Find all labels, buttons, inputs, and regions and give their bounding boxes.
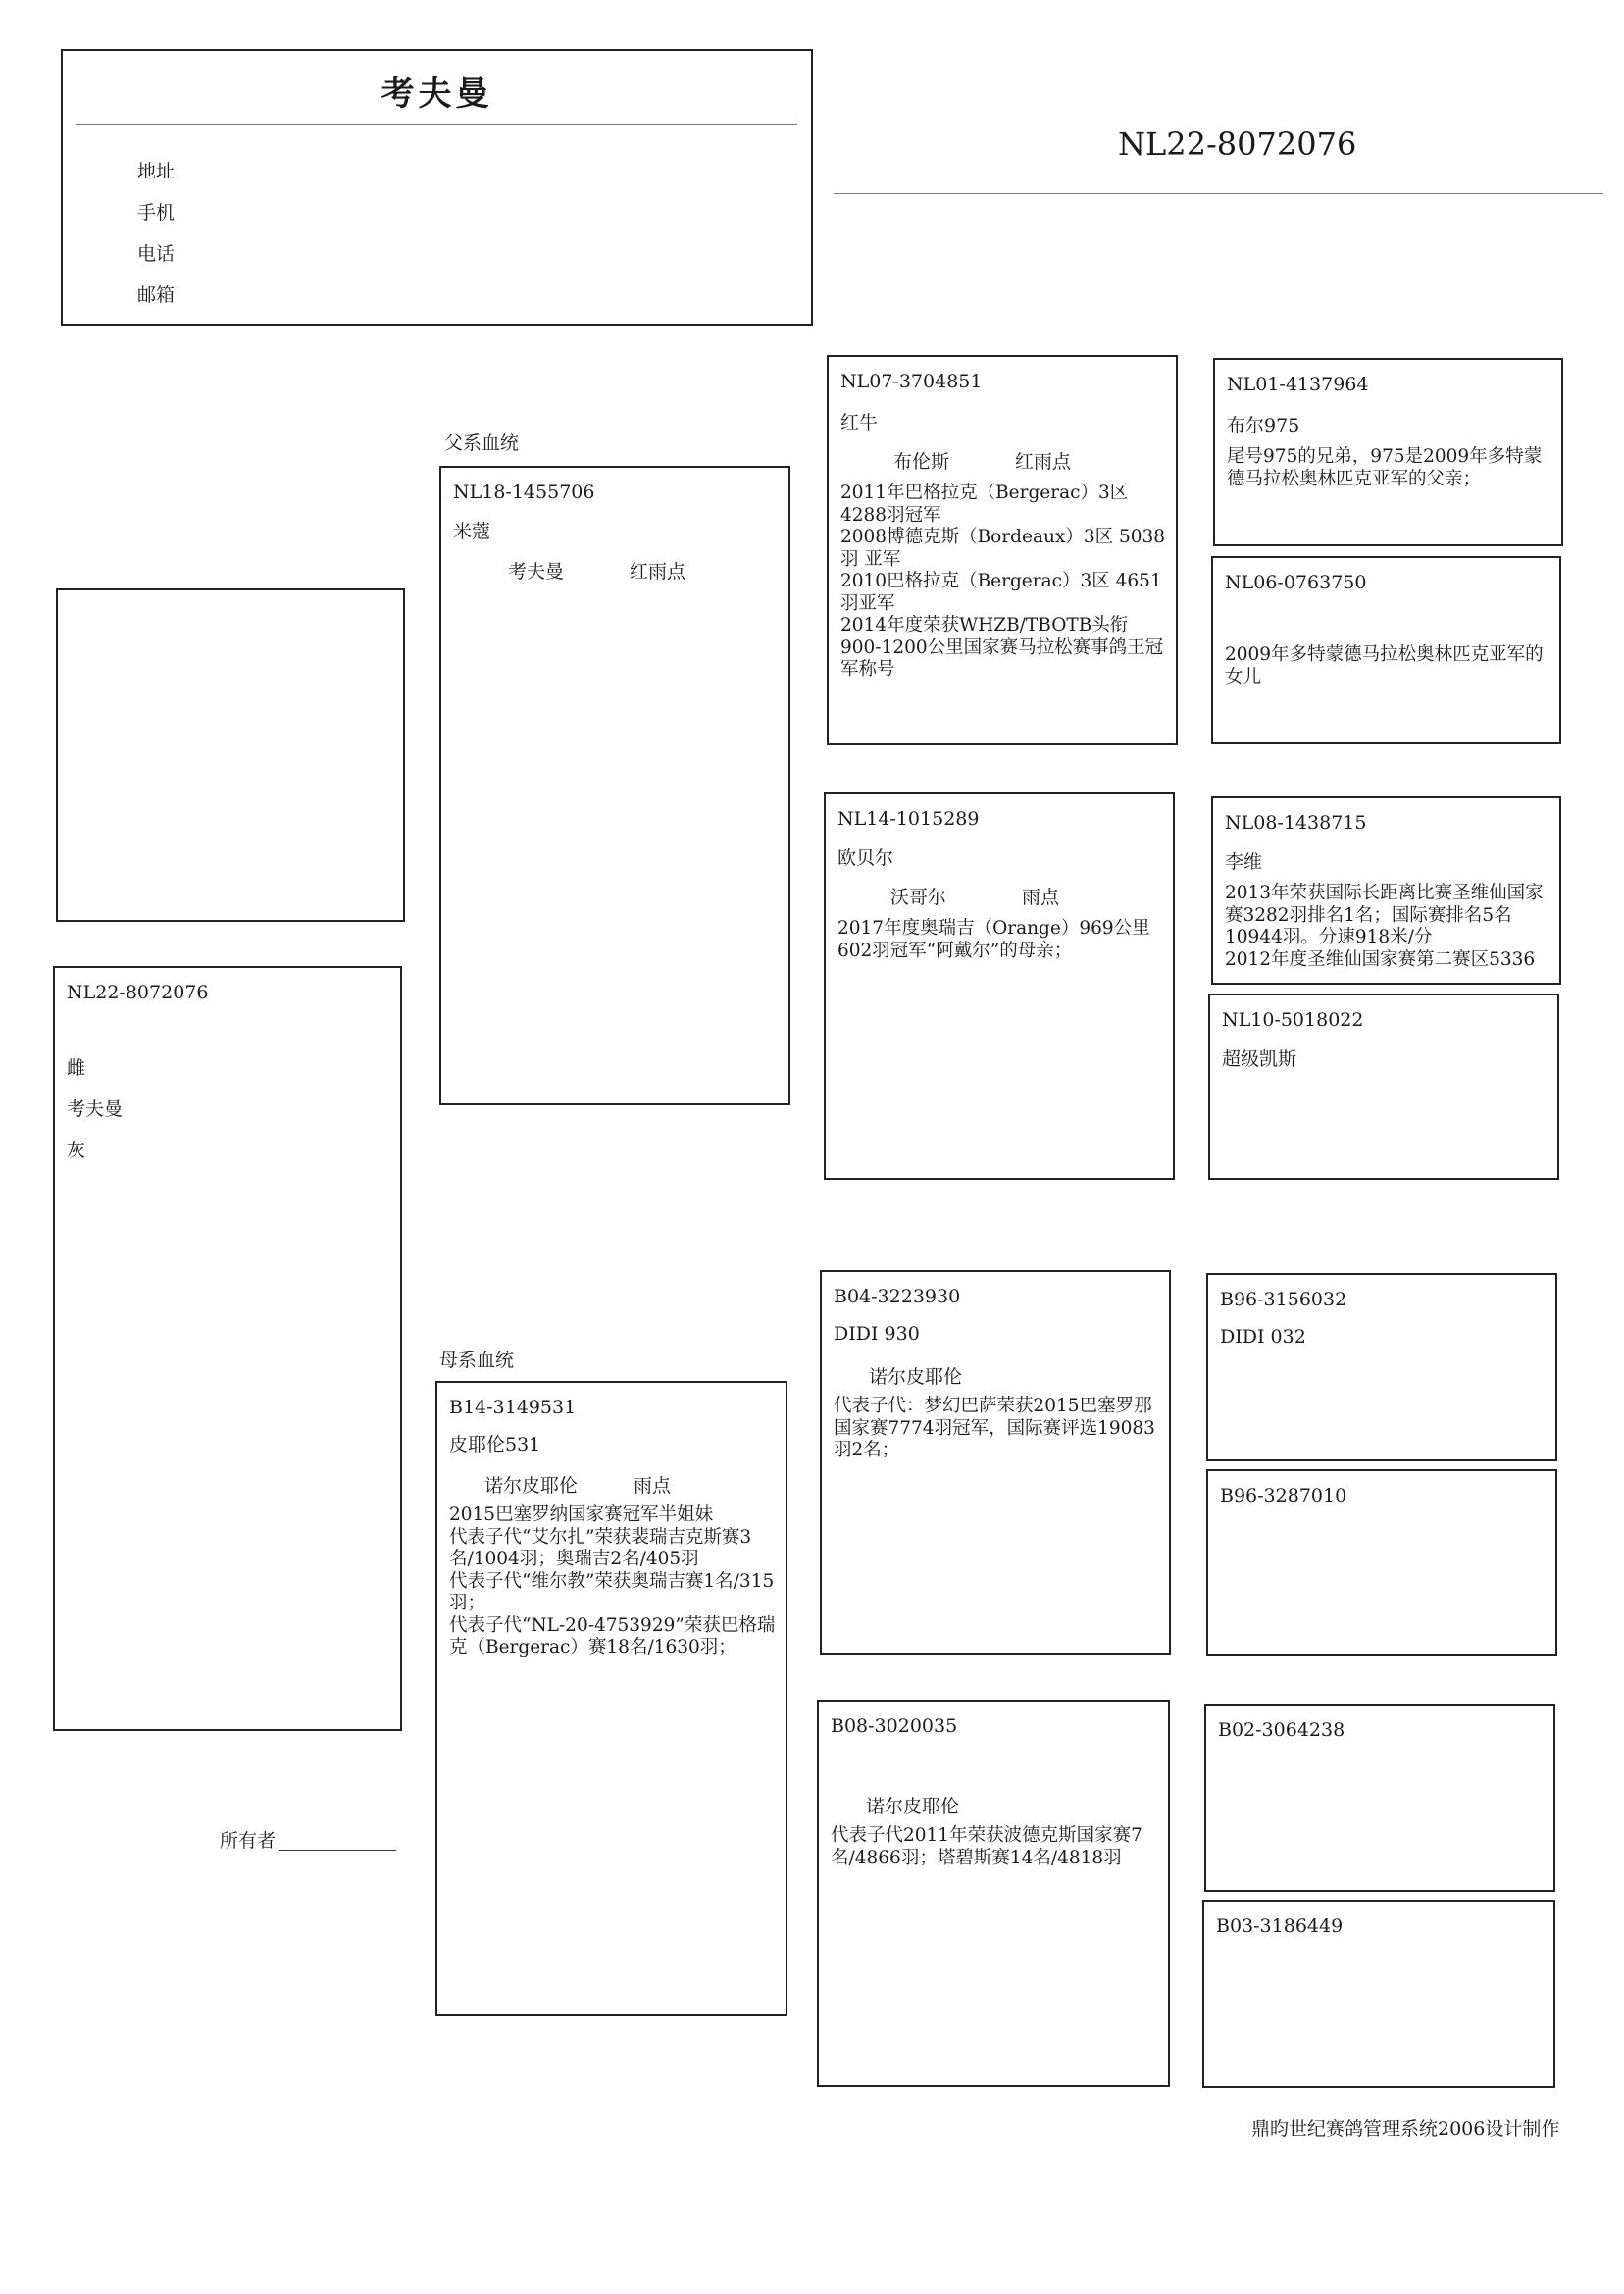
dss-ring: B96-3156032	[1220, 1289, 1347, 1310]
sire-dam-ring: NL14-1015289	[837, 808, 980, 830]
sire-box	[439, 466, 790, 1105]
sds-box	[1211, 796, 1561, 985]
dam-name: 皮耶伦531	[449, 1434, 541, 1455]
dss-box	[1206, 1273, 1557, 1461]
ddd-ring: B03-3186449	[1216, 1915, 1344, 1937]
sire-section-label: 父系血统	[444, 433, 520, 454]
sds-name: 李维	[1225, 851, 1263, 873]
dam-breeder: 诺尔皮耶伦	[484, 1475, 579, 1497]
phone-label: 电话	[137, 243, 176, 265]
sire-color: 红雨点	[630, 561, 686, 583]
dam-sire-box	[820, 1270, 1171, 1655]
sire-sire-box	[827, 355, 1178, 745]
sire-sire-ring: NL07-3704851	[840, 371, 983, 392]
sire-sire-breeder: 布伦斯	[893, 451, 950, 473]
dam-box	[435, 1381, 787, 2016]
owner-card	[61, 49, 813, 326]
sire-dam-notes: 2017年度奥瑞吉（Orange）969公里602羽冠军“阿戴尔”的母亲；	[837, 918, 1150, 961]
sire-sire-notes: 2011年巴格拉克（Bergerac）3区4288羽冠军 2008博德克斯（Bordeaux）3区 5038羽 亚军 2010巴格拉克（Bergerac）3区 4651羽亚军 2014年度荣获WHZB/TBOTB头衔900-1200公里国家赛马拉松赛事鸽王冠军称号	[840, 483, 1166, 680]
subject-sex: 雌	[67, 1057, 86, 1079]
owner-card-divider	[76, 124, 797, 125]
dam-sire-name: DIDI 930	[834, 1323, 920, 1345]
ssd-notes: 2009年多特蒙德马拉松奥林匹克亚军的女儿	[1225, 644, 1544, 688]
header-rule	[834, 193, 1603, 194]
sire-sire-color: 红雨点	[1015, 451, 1072, 473]
photo-box	[56, 588, 405, 922]
sdd-box	[1208, 994, 1559, 1180]
ssd-box	[1211, 556, 1561, 744]
sds-ring: NL08-1438715	[1225, 812, 1367, 834]
subject-box	[53, 966, 402, 1731]
sire-ring: NL18-1455706	[453, 482, 595, 503]
dam-dam-ring: B08-3020035	[831, 1715, 958, 1737]
dss-name: DIDI 032	[1220, 1326, 1306, 1348]
dam-sire-breeder: 诺尔皮耶伦	[869, 1366, 963, 1388]
dam-dam-box	[817, 1700, 1170, 2087]
sds-notes: 2013年荣获国际长距离比赛圣维仙国家赛3282羽排名1名；国际赛排名5名10944羽。分速918米/分 2012年度圣维仙国家赛第二赛区5336	[1225, 883, 1544, 970]
subject-name: 考夫曼	[67, 1098, 124, 1120]
sire-breeder: 考夫曼	[508, 561, 565, 583]
sire-dam-box	[824, 792, 1175, 1180]
dam-ring: B14-3149531	[449, 1397, 577, 1418]
dam-color: 雨点	[634, 1475, 672, 1497]
address-label: 地址	[137, 161, 176, 182]
dds-ring: B02-3064238	[1218, 1719, 1345, 1741]
sire-dam-name: 欧贝尔	[837, 847, 894, 869]
sdd-name: 超级凯斯	[1222, 1048, 1297, 1070]
dam-sire-notes: 代表子代：梦幻巴萨荣获2015巴塞罗那国家赛7774羽冠军，国际赛评选19083羽2名；	[834, 1396, 1155, 1460]
sss-notes: 尾号975的兄弟，975是2009年多特蒙德马拉松奥林匹克亚军的父亲；	[1227, 446, 1543, 489]
sire-dam-breeder: 沃哥尔	[890, 887, 947, 908]
footer-credit: 鼎昀世纪赛鸽管理系统2006设计制作	[1251, 2118, 1560, 2140]
owner-name: 考夫曼	[381, 75, 493, 114]
dam-section-label: 母系血统	[439, 1350, 515, 1371]
sire-dam-color: 雨点	[1022, 887, 1060, 908]
email-label: 邮箱	[137, 284, 176, 306]
dam-notes: 2015巴塞罗纳国家赛冠军半姐妹 代表子代“艾尔扎”荣获裴瑞吉克斯赛3名/1004羽；奥瑞吉2名/405羽 代表子代“维尔教”荣获奥瑞吉赛1名/315羽； 代表子代“NL-20-4753929”荣获巴格瑞克（Bergerac）赛18名/1630羽；	[449, 1504, 776, 1657]
ddd-box	[1202, 1900, 1555, 2088]
dam-sire-ring: B04-3223930	[834, 1286, 961, 1307]
dsd-ring: B96-3287010	[1220, 1485, 1347, 1506]
sss-box	[1213, 358, 1563, 546]
sdd-ring: NL10-5018022	[1222, 1009, 1364, 1031]
dam-dam-breeder: 诺尔皮耶伦	[866, 1796, 960, 1817]
subject-ring: NL22-8072076	[67, 982, 209, 1003]
dsd-box	[1206, 1469, 1557, 1656]
mobile-label: 手机	[137, 202, 176, 224]
ssd-ring: NL06-0763750	[1225, 572, 1367, 593]
sire-sire-name: 红牛	[840, 412, 879, 433]
owner-signature-line	[279, 1850, 396, 1851]
sss-ring: NL01-4137964	[1227, 374, 1369, 395]
dds-box	[1204, 1704, 1555, 1892]
dam-dam-notes: 代表子代2011年荣获波德克斯国家赛7名/4866羽；塔碧斯赛14名/4818羽	[831, 1825, 1142, 1868]
owner-label: 所有者	[220, 1830, 277, 1852]
sss-name: 布尔975	[1227, 415, 1300, 436]
header-ring-number: NL22-8072076	[1118, 126, 1357, 163]
sire-name: 米蔻	[453, 521, 491, 542]
subject-color: 灰	[67, 1140, 86, 1161]
